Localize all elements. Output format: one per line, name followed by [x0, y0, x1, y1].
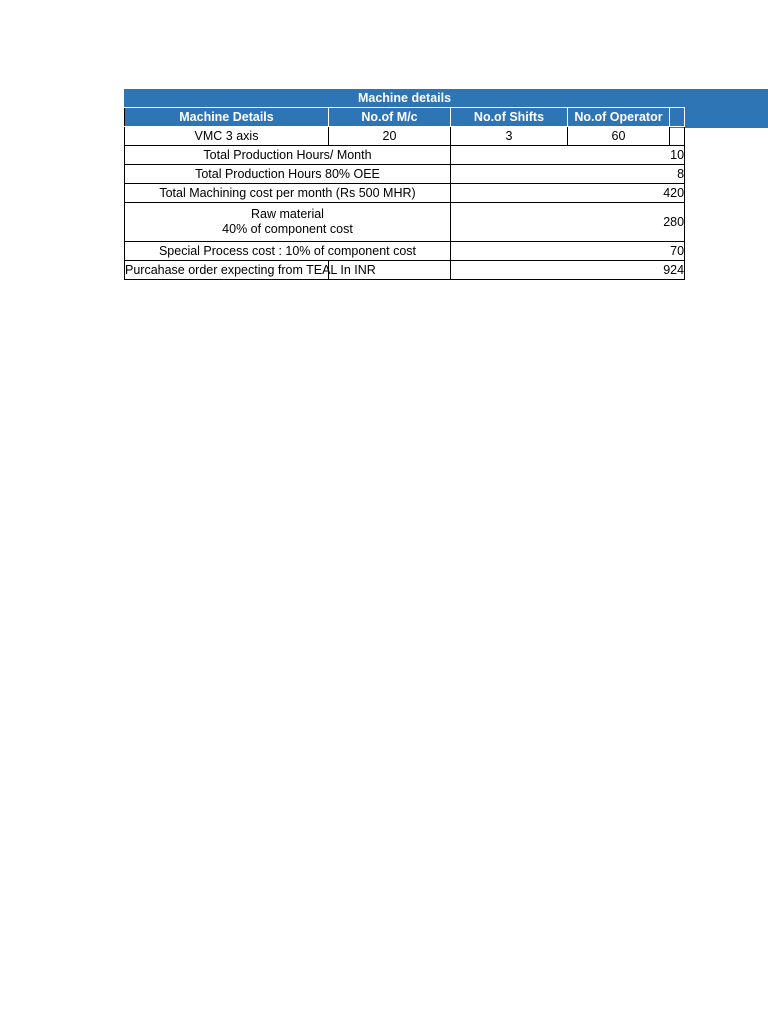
header-extra — [670, 108, 685, 127]
row-label-line-2: 40% of component cost — [222, 222, 353, 236]
row-label: Total Production Hours 80% OEE — [125, 165, 451, 184]
row-value: 10 — [451, 146, 685, 165]
cell-extra — [670, 127, 685, 146]
row-label: Special Process cost : 10% of component cost — [125, 242, 451, 261]
table-row — [125, 146, 685, 165]
row-label-text: Purcahase order expecting from TEAL In INR — [125, 262, 376, 277]
cell-operators: 60 — [568, 127, 670, 146]
row-label: Total Machining cost per month (Rs 500 MHR) — [125, 184, 451, 203]
row-value: 280 — [451, 203, 685, 242]
row-value: 420 — [451, 184, 685, 203]
header-no-of-operator: No.of Operator — [568, 108, 670, 127]
row-value: 924 — [451, 261, 685, 280]
cell-machines: 20 — [329, 127, 451, 146]
row-label — [125, 261, 376, 280]
machine-details-sheet — [124, 89, 685, 280]
table-title — [125, 90, 685, 108]
row-value: 70 — [451, 242, 685, 261]
table-title-text: Machine details — [357, 91, 452, 105]
row-value: 8 — [451, 165, 685, 184]
row-label-multiline — [222, 207, 353, 237]
table-row — [125, 127, 685, 146]
header-machine-details: Machine Details — [125, 108, 329, 127]
table-title-row — [125, 90, 685, 108]
row-label-line-1: Raw material — [251, 207, 324, 221]
header-no-of-machines: No.of M/c — [329, 108, 451, 127]
table-row — [125, 165, 685, 184]
table-header-row — [125, 108, 685, 127]
row-label — [125, 203, 451, 242]
row-label: Total Production Hours/ Month — [125, 146, 451, 165]
machine-details-table — [124, 89, 685, 280]
table-row — [125, 184, 685, 203]
cell-machine: VMC 3 axis — [125, 127, 329, 146]
cell-shifts: 3 — [451, 127, 568, 146]
header-no-of-shifts: No.of Shifts — [451, 108, 568, 127]
table-row — [125, 242, 685, 261]
table-row — [125, 203, 685, 242]
table-row — [125, 261, 685, 280]
